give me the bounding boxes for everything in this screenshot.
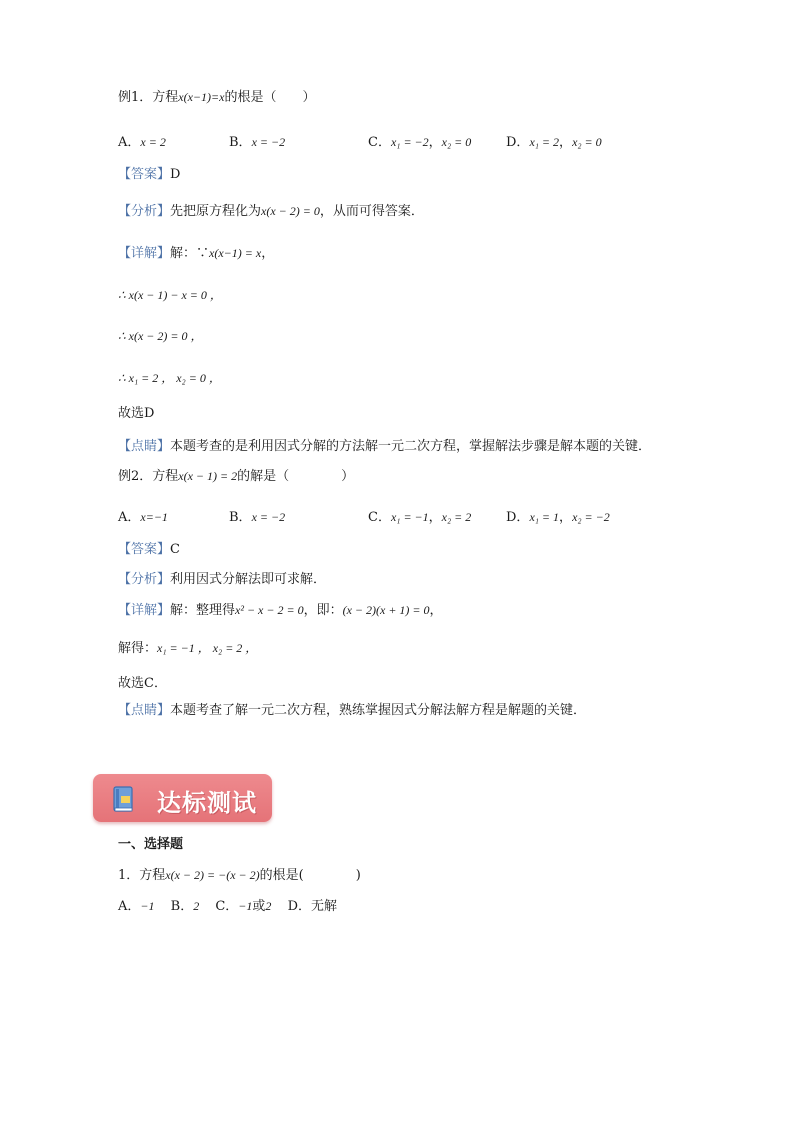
ex2-detail (118, 602, 443, 619)
question-prefix: 例2．方程 (118, 469, 179, 484)
banner-title: 达标测试 (157, 789, 257, 817)
analysis-text: 利用因式分解法即可求解． (170, 572, 327, 587)
answer-value: D (170, 167, 181, 182)
detail-tag: 【详解】 (118, 246, 171, 261)
ex1-answer (118, 167, 180, 183)
question-prefix: 1．方程 (118, 868, 166, 883)
option-a: A．−1 (118, 899, 155, 914)
analysis-text: ，从而可得答案． (319, 204, 424, 219)
detail-text: 解：∵ (170, 246, 210, 261)
analysis-text: 先把原方程化为 (170, 204, 262, 219)
section-banner (93, 774, 272, 822)
ex1-analysis (118, 203, 424, 220)
detail-text: 解：整理得 (170, 603, 236, 618)
equation: x₁ = −1 ， x₂ = 2 ， (157, 641, 258, 655)
q1-question (118, 867, 361, 884)
ex1-step-2: ∴ x(x − 2) = 0 ， (118, 329, 203, 343)
equation: (x − 2)(x + 1) = 0 (342, 603, 430, 617)
option-b: B．x = −2 (229, 510, 286, 525)
equation: x(x−1)=x (178, 90, 225, 104)
q1-options (118, 898, 337, 915)
detail-tag: 【详解】 (118, 603, 171, 618)
punct: ， (261, 246, 275, 261)
ex1-detail (118, 245, 274, 262)
ex2-question (118, 468, 354, 485)
option-c: C．−1或2 (215, 899, 272, 914)
ex1-step-1: ∴ x(x − 1) − x = 0 ， (118, 288, 222, 302)
ex2-analysis (118, 572, 326, 588)
option-d: D．x₁ = 2，x₂ = 0 (506, 135, 602, 150)
comment-tag: 【点睛】 (118, 439, 171, 454)
question-suffix: 的根是( ) (259, 868, 361, 883)
comment-text: 本题考查的是利用因式分解的方法解一元二次方程，掌握解法步骤是解本题的关键． (170, 439, 652, 454)
comment-tag: 【点睛】 (118, 703, 171, 718)
ex1-comment (118, 439, 651, 455)
option-c: C．x₁ = −2，x₂ = 0 (368, 135, 472, 150)
option-b: B．x = −2 (229, 135, 286, 150)
ex1-step-3: ∴ x₁ = 2 ， x₂ = 0 ， (118, 371, 221, 385)
option-d: D．x₁ = 1，x₂ = −2 (506, 510, 610, 525)
equation: x(x−1) = x (209, 246, 262, 260)
option-c: C．x₁ = −1，x₂ = 2 (368, 510, 472, 525)
book-icon (113, 786, 133, 812)
equation: x² − x − 2 = 0 (235, 603, 304, 617)
analysis-tag: 【分析】 (118, 204, 171, 219)
ex2-comment (118, 703, 586, 719)
question-prefix: 例1．方程 (118, 90, 179, 105)
ex2-solve (118, 640, 257, 657)
analysis-tag: 【分析】 (118, 572, 171, 587)
question-suffix: 的根是（ ） (224, 90, 316, 105)
comment-text: 本题考查了解一元二次方程，熟练掌握因式分解法解方程是解题的关键． (170, 703, 587, 718)
punct: ， (429, 603, 443, 618)
ex2-answer (118, 542, 180, 558)
equation: x(x − 2) = 0 (261, 204, 320, 218)
question-suffix: 的解是（ ） (237, 469, 355, 484)
equation: x(x − 1) = 2 (178, 469, 238, 483)
ex2-choose: 故选C． (118, 676, 167, 691)
ex1-choose: 故选D (118, 406, 155, 421)
equation: x(x − 2) = −(x − 2) (165, 868, 260, 882)
detail-text: ，即： (303, 603, 343, 618)
option-d: D．无解 (287, 899, 338, 914)
section-heading: 一、选择题 (118, 837, 184, 852)
ex1-question (118, 89, 315, 106)
option-a: A．x=−1 (118, 510, 168, 525)
answer-tag: 【答案】 (118, 167, 171, 182)
option-b: B．2 (170, 899, 200, 914)
answer-tag: 【答案】 (118, 542, 171, 557)
solve-text: 解得： (118, 641, 158, 656)
answer-value: C (170, 542, 180, 557)
option-a: A．x = 2 (118, 135, 166, 150)
